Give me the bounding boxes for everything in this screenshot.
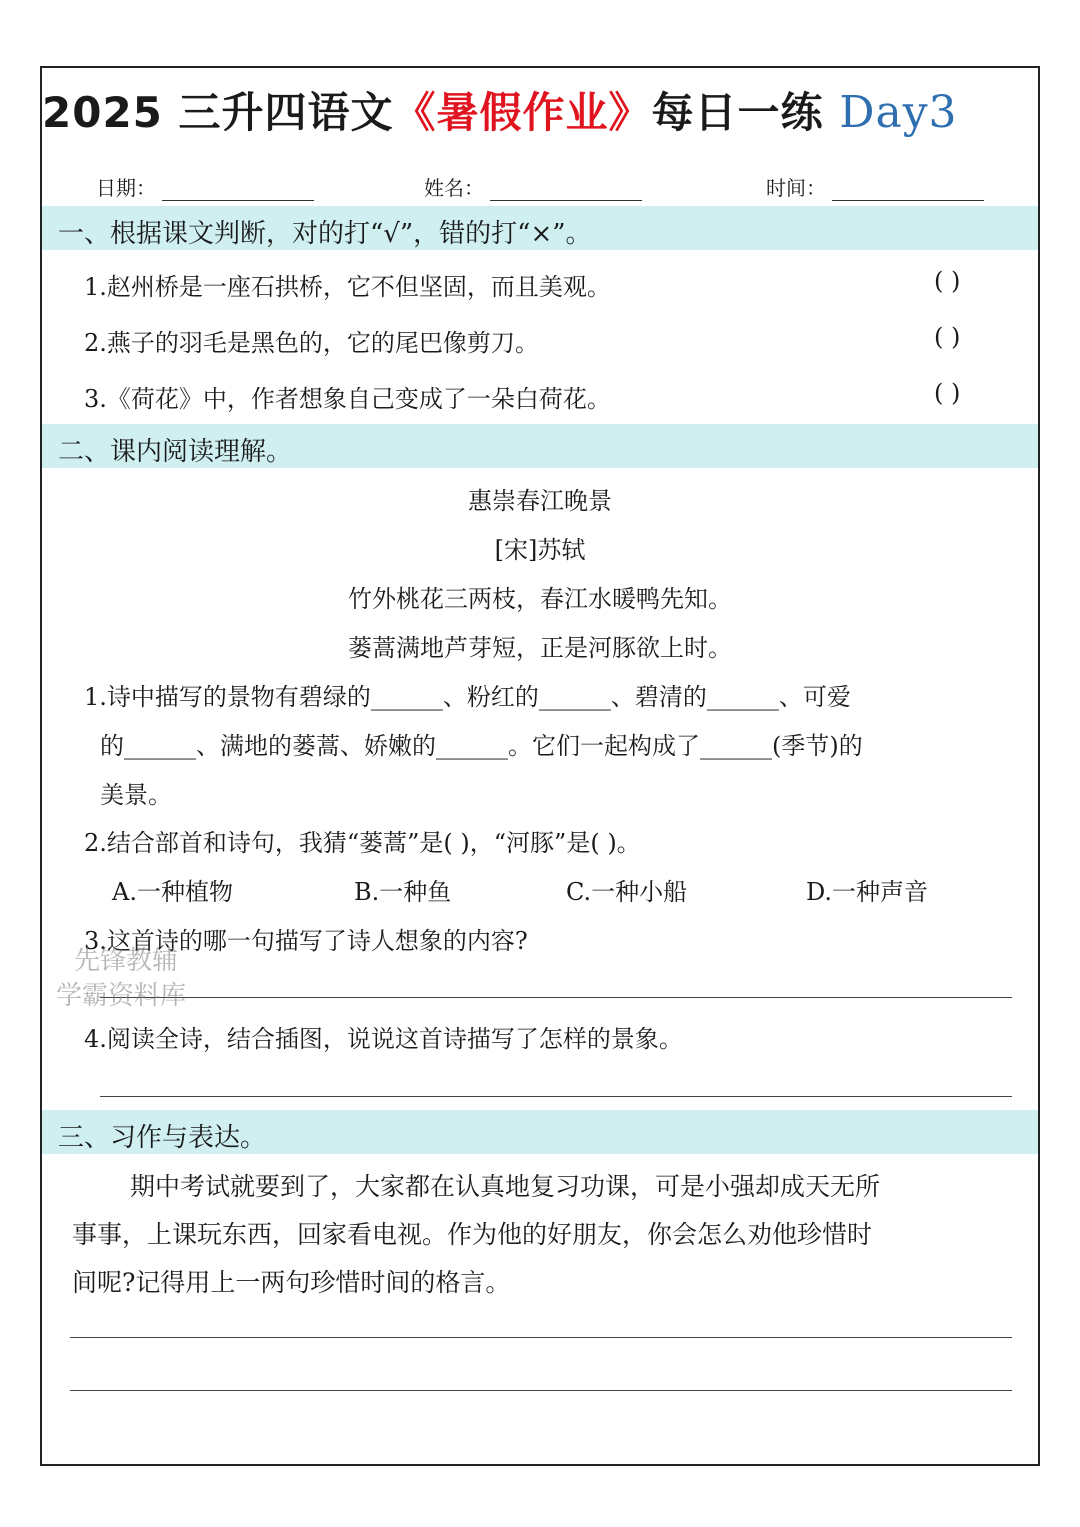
question-1-line-3: 美景。: [100, 781, 172, 809]
name-field[interactable]: [424, 172, 642, 201]
section1-heading: 一、根据课文判断，对的打“√”，错的打“×”。: [58, 219, 592, 249]
answer-paren-3[interactable]: ( ): [934, 379, 961, 407]
time-blank[interactable]: [832, 180, 984, 201]
page-title: [42, 80, 958, 140]
question-4: 4.阅读全诗，结合插图，说说这首诗描写了怎样的景象。: [84, 1025, 683, 1053]
prompt-line-1: 期中考试就要到了，大家都在认真地复习功课，可是小强却成天无所: [130, 1172, 881, 1201]
name-blank[interactable]: [490, 180, 642, 201]
judge-item-3: 3.《荷花》中，作者想象自己变成了一朵白荷花。: [84, 385, 611, 413]
prompt-line-2: 事事，上课玩东西，回家看电视。作为他的好朋友，你会怎么劝他珍惜时: [72, 1220, 873, 1249]
watermark-line-1: 先锋教辅: [74, 946, 179, 976]
name-label: 姓名：: [424, 176, 484, 200]
answer-paren-1[interactable]: ( ): [934, 267, 961, 295]
title-prefix: 2025 三升四语文: [42, 88, 394, 137]
answer-line-q3[interactable]: [100, 997, 1012, 998]
section3-heading: 三、习作与表达。: [58, 1123, 267, 1153]
writing-line-2[interactable]: [70, 1390, 1012, 1391]
answer-line-q4[interactable]: [100, 1096, 1012, 1097]
option-c[interactable]: C.一种小船: [566, 878, 688, 906]
question-1-line-1: 1.诗中描写的景物有碧绿的______、粉红的______、碧清的______、可爱: [84, 683, 851, 711]
option-b[interactable]: B.一种鱼: [354, 878, 452, 906]
question-2: 2.结合部首和诗句，我猜“蒌蒿”是( )，“河豚”是( )。: [84, 829, 641, 857]
question-3: 3.这首诗的哪一句描写了诗人想象的内容?: [84, 927, 528, 955]
poem-title: 惠崇春江晚景: [468, 487, 612, 515]
watermark-line-2: 学霸资料库: [56, 981, 187, 1011]
writing-line-1[interactable]: [70, 1337, 1012, 1338]
question-1-line-2: 的______、满地的蒌蒿、娇嫩的______。它们一起构成了______(季节)的: [100, 732, 863, 760]
option-a[interactable]: A.一种植物: [112, 878, 233, 906]
section3-band: [42, 1110, 1038, 1154]
poem-author: [宋]苏轼: [494, 536, 586, 564]
section2-band: [42, 424, 1038, 468]
poem-line-2: 蒌蒿满地芦芽短，正是河豚欲上时。: [348, 634, 732, 662]
prompt-line-3: 间呢?记得用上一两句珍惜时间的格言。: [72, 1268, 511, 1297]
title-highlight: 《暑假作业》: [393, 88, 652, 137]
title-suffix: 每日一练: [651, 88, 824, 137]
date-label: 日期：: [96, 176, 156, 200]
option-d[interactable]: D.一种声音: [806, 878, 929, 906]
day-label: Day3: [839, 87, 958, 138]
section2-heading: 二、课内阅读理解。: [58, 437, 293, 467]
judge-item-2: 2.燕子的羽毛是黑色的，它的尾巴像剪刀。: [84, 329, 539, 357]
section1-band: [42, 206, 1038, 250]
judge-item-1: 1.赵州桥是一座石拱桥，它不但坚固，而且美观。: [84, 273, 611, 301]
answer-paren-2[interactable]: ( ): [934, 323, 961, 351]
poem-line-1: 竹外桃花三两枝，春江水暖鸭先知。: [348, 585, 732, 613]
time-label: 时间：: [766, 176, 826, 200]
time-field[interactable]: [766, 172, 984, 201]
date-field[interactable]: [96, 172, 314, 201]
date-blank[interactable]: [162, 180, 314, 201]
